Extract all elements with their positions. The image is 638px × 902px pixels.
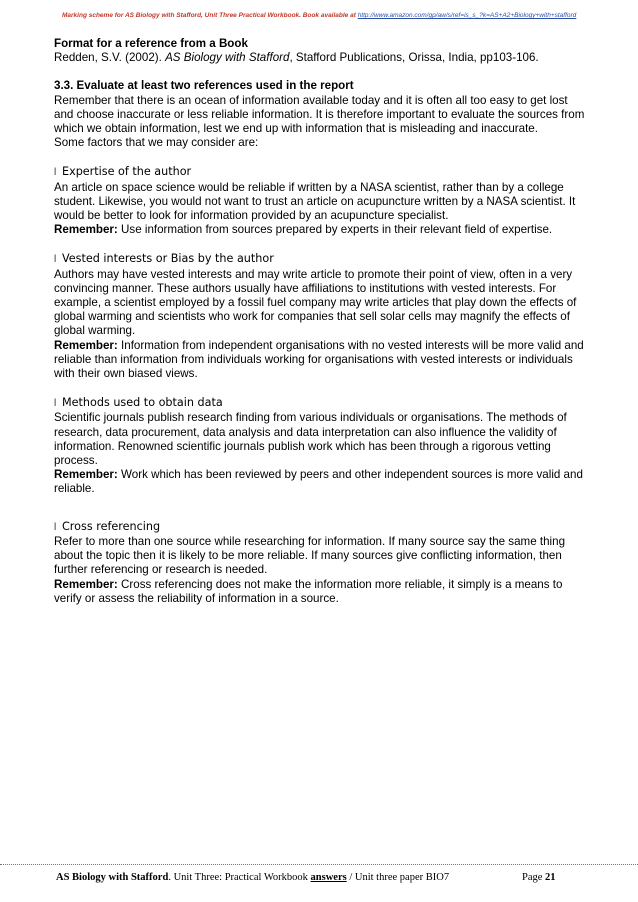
page-number: Page 21 (522, 872, 556, 883)
page-header (62, 12, 632, 19)
footer-answers: answers (310, 872, 347, 883)
point-remember: Remember: Cross referencing does not make the information more reliable, it simply is a means to verify or assess the reliability of information in a source. (54, 577, 563, 605)
point-remember: Remember: Information from independent organisations with no vested interests will be more valid and reliable than information from individuals working for organisations with vested interests or individuals with their own biased views. (54, 338, 584, 381)
amazon-link[interactable]: http://www.amazon.com/gp/aw/s/ref=is_s_?k=AS+A2+Biology+with+stafford (357, 12, 577, 19)
bullet-icon: l (54, 398, 57, 410)
page-footer (56, 872, 596, 883)
footer-divider (0, 864, 638, 865)
point-remember: Remember: Use information from sources prepared by experts in their relevant field of expertise. (54, 223, 553, 237)
section-factors: Some factors that we may consider are: (54, 136, 259, 150)
footer-mid: . Unit Three: Practical Workbook (168, 872, 311, 883)
reference-publisher: , Stafford Publications, Orissa, India, pp103-106. (289, 51, 539, 65)
point-remember: Remember: Work which has been reviewed by peers and other independent sources is more valid and reliable. (54, 468, 583, 496)
bullet-icon: l (54, 167, 57, 179)
page-content (54, 37, 586, 606)
footer-book: AS Biology with Stafford (56, 872, 169, 883)
section-intro: Remember that there is an ocean of information available today and it is often all too easy to get lost and choose inaccurate or less reliable information. It is therefore important to evaluate the sources from which we obtain information, lest we end up with information that is misleading and inaccurate. (54, 93, 585, 136)
reference-title: AS Biology with Stafford (165, 51, 290, 65)
point-body: Refer to more than one source while researching for information. If many source say the same thing about the topic then it is likely to be more reliable. If many sources give conflicting information, then further referencing or research is needed. (54, 534, 566, 577)
point-body: An article on space science would be reliable if written by a NASA scientist, rather than by a college student. Likewise, you would not want to trust an article on acupuncture written by a NASA scientist. It would be better to look for information provided by an acupuncture specialist. (54, 180, 576, 223)
bullet-icon: l (54, 521, 57, 533)
point-heading: l Methods used to obtain data (54, 395, 586, 411)
section-heading: 3.3. Evaluate at least two references used in the report (54, 79, 354, 93)
footer-tail: / Unit three paper BIO7 (346, 872, 450, 883)
header-text: Marking scheme for AS Biology with Stafford, Unit Three Practical Workbook. Book available at (62, 12, 358, 19)
book-reference (54, 51, 586, 65)
bullet-icon: l (54, 254, 57, 266)
point-heading: l Cross referencing (54, 519, 586, 535)
book-format-heading: Format for a reference from a Book (54, 37, 248, 50)
point-heading: l Vested interests or Bias by the author (54, 251, 586, 267)
point-body: Scientific journals publish research finding from various individuals or organisations. The methods of research, data procurement, data analysis and data interpretation can also influence the validity of information. Renowned scientific journals publish work which has been through a rigorous vetting process. (54, 411, 567, 468)
point-heading: l Expertise of the author (54, 164, 586, 180)
point-body: Authors may have vested interests and may write article to promote their point of view, often in a very convincing manner. These authors usually have affiliations to institutions with vested interests. For example, a scientist employed by a fossil fuel company may write articles that play down the effects of global warming and scientists who work for companies that sell solar cells may magnify the effects of global warming. (54, 267, 577, 338)
reference-author: Redden, S.V. (2002). (54, 51, 166, 65)
